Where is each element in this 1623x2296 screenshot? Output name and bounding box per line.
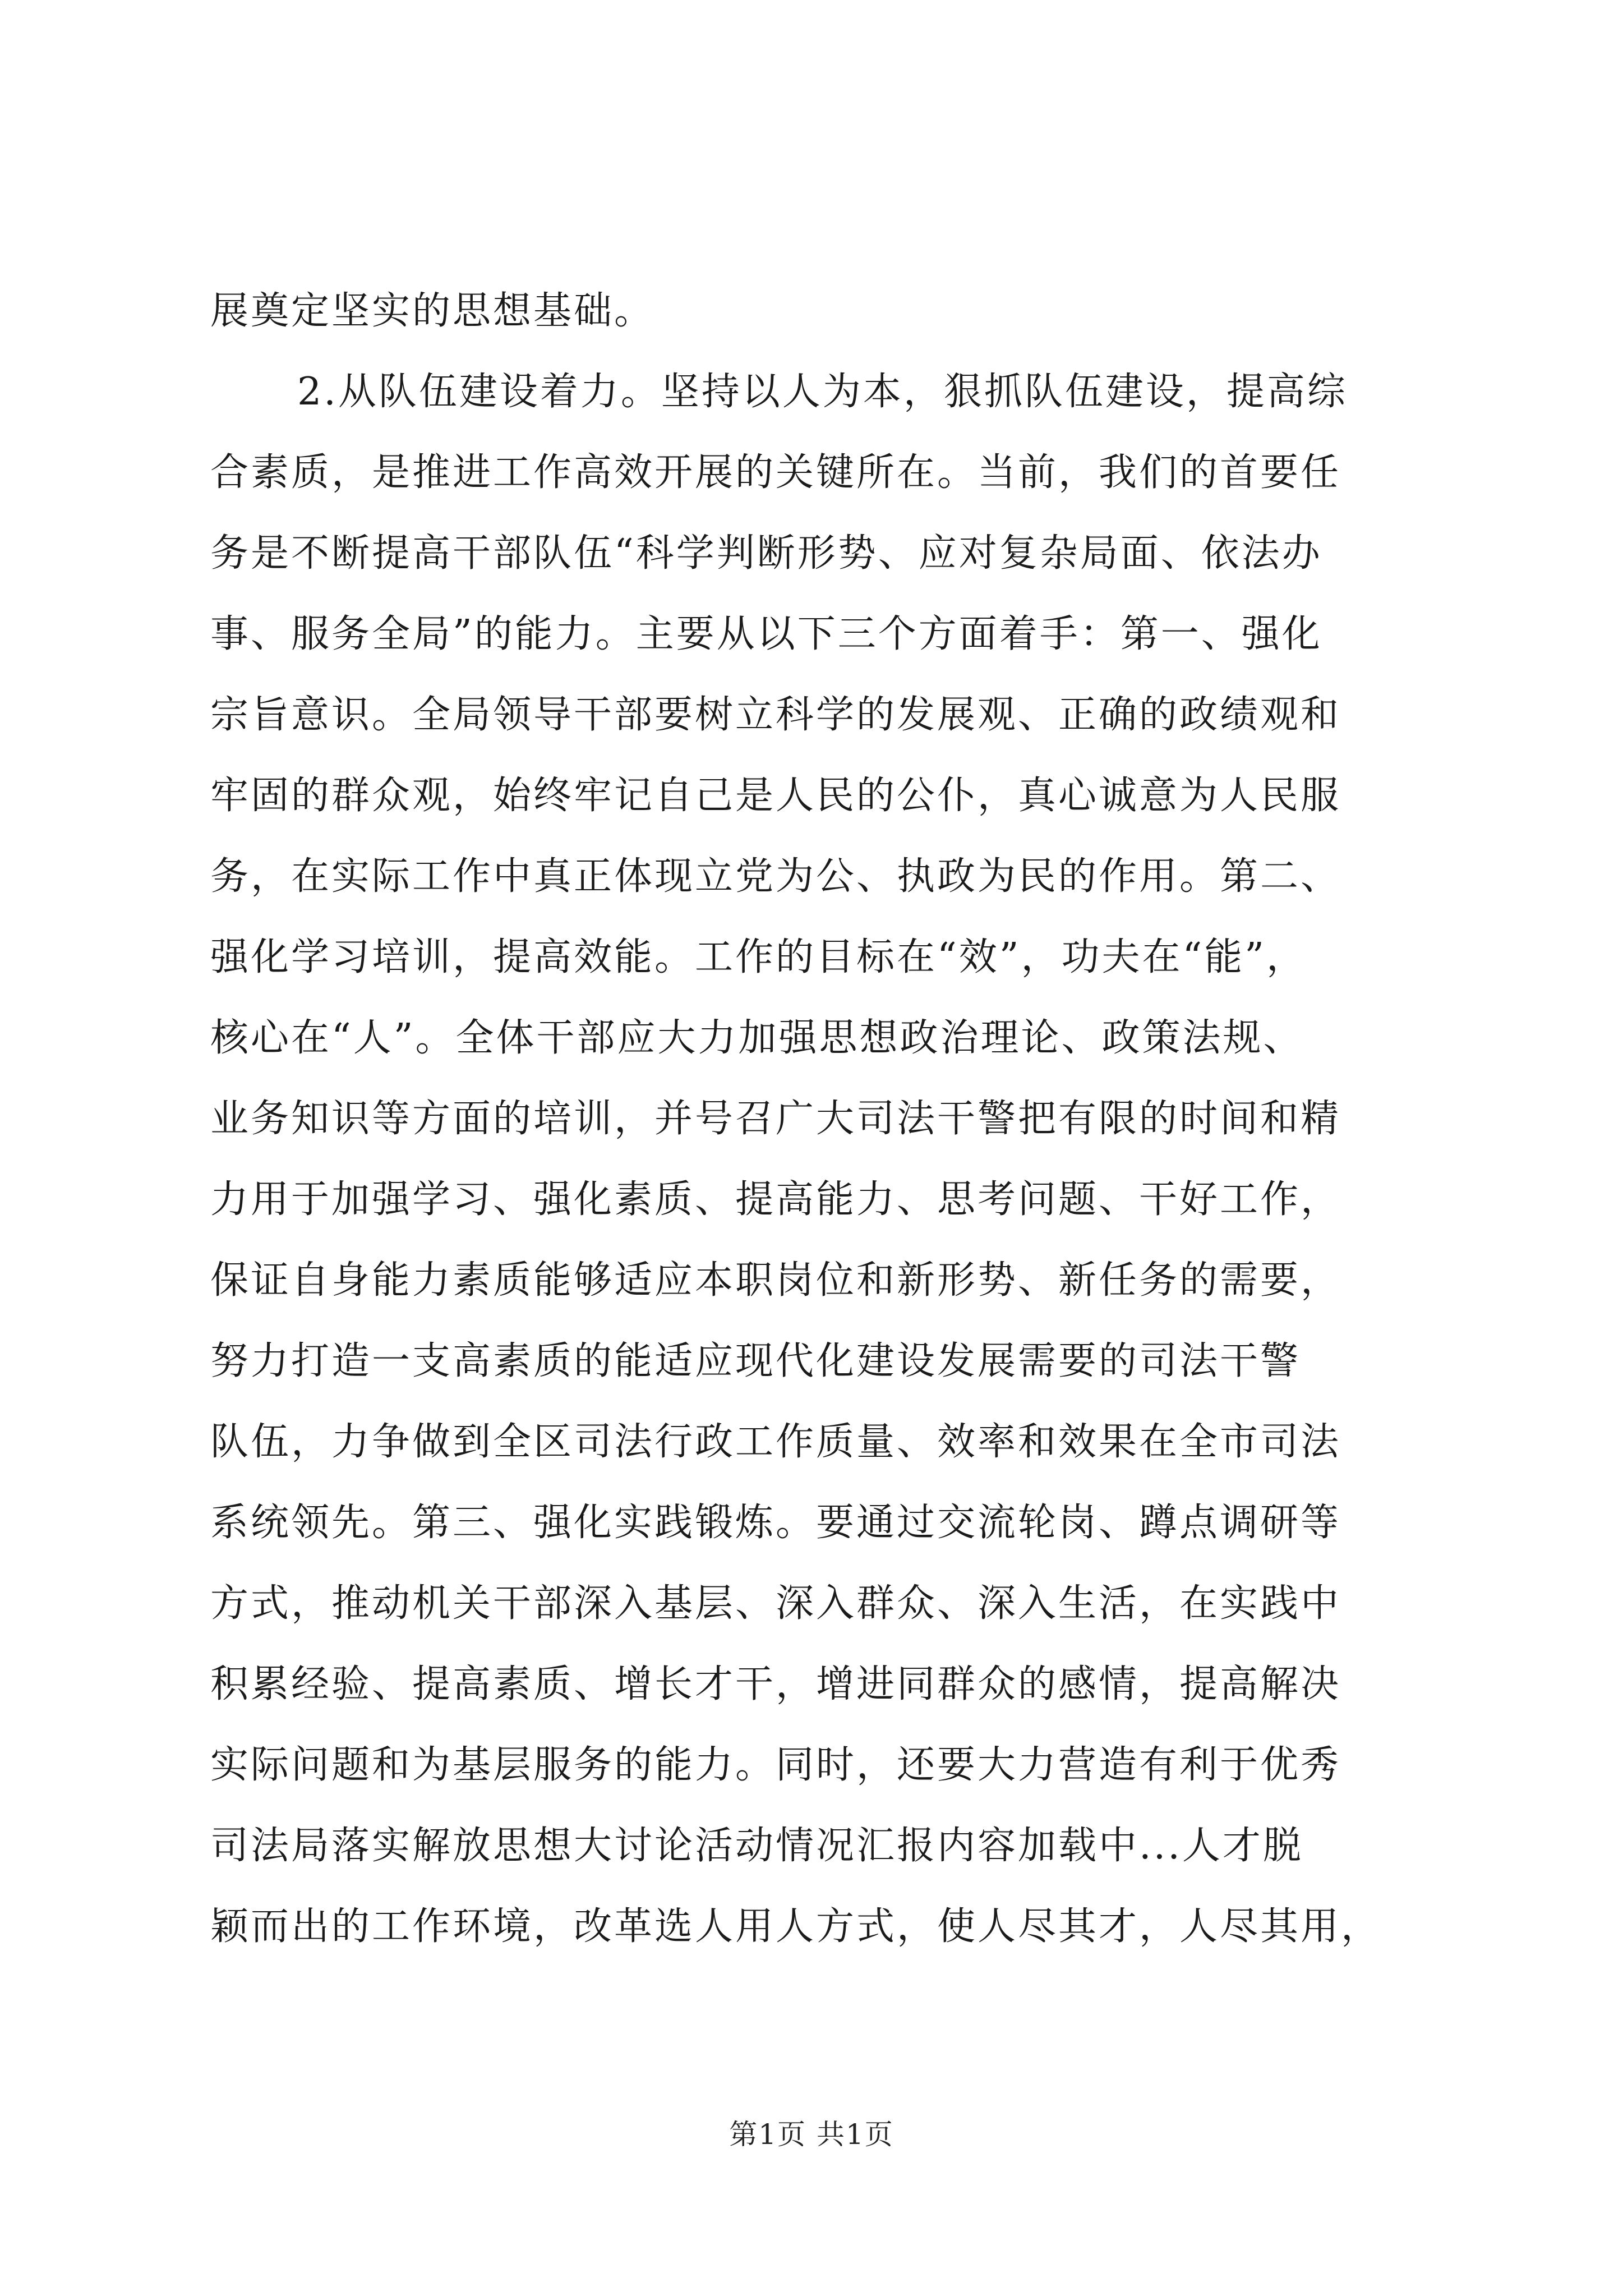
text-line: 核心在“人”。全体干部应大力加强思想政治理论、政策法规、: [210, 1016, 1304, 1060]
text-line: 牢固的群众观，始终牢记自己是人民的公仆，真心诚意为人民服: [210, 774, 1341, 818]
text-line: 方式，推动机关干部深入基层、深入群众、深入生活，在实践中: [210, 1581, 1341, 1626]
text-line: 司法局落实解放思想大讨论活动情况汇报内容加载中...人才脱: [210, 1824, 1303, 1868]
text-line: 实际问题和为基层服务的能力。同时，还要大力营造有利于优秀: [210, 1743, 1341, 1787]
text-line: 颖而出的工作环境，改革选人用人方式，使人尽其才，人尽其用，: [210, 1904, 1382, 1949]
text-line: 业务知识等方面的培训，并号召广大司法干警把有限的时间和精: [210, 1097, 1341, 1141]
text-line: 保证自身能力素质能够适应本职岗位和新形势、新任务的需要，: [210, 1258, 1341, 1303]
text-line: 力用于加强学习、强化素质、提高能力、思考问题、干好工作，: [210, 1177, 1341, 1222]
text-line: 努力打造一支高素质的能适应现代化建设发展需要的司法干警: [210, 1339, 1301, 1383]
text-line: 系统领先。第三、强化实践锻炼。要通过交流轮岗、蹲点调研等: [210, 1501, 1341, 1545]
text-line: 积累经验、提高素质、增长才干，增进同群众的感情，提高解决: [210, 1662, 1341, 1706]
text-line: 强化学习培训，提高效能。工作的目标在“效”，功夫在“能”，: [210, 935, 1307, 979]
text-line: 合素质，是推进工作高效开展的关键所在。当前，我们的首要任: [210, 450, 1341, 495]
text-line: 事、服务全局”的能力。主要从以下三个方面着手：第一、强化: [210, 612, 1322, 656]
text-line: 展奠定坚实的思想基础。: [210, 289, 655, 333]
text-line: 宗旨意识。全局领导干部要树立科学的发展观、正确的政绩观和: [210, 693, 1341, 737]
page-footer: 第1页 共1页: [729, 2118, 894, 2151]
text-line: 务是不断提高干部队伍“科学判断形势、应对复杂局面、依法办: [210, 531, 1322, 576]
text-line: 队伍，力争做到全区司法行政工作质量、效率和效果在全市司法: [210, 1420, 1341, 1464]
text-line: 2.从队伍建设着力。坚持以人为本，狠抓队伍建设，提高综: [297, 370, 1348, 414]
text-line: 务，在实际工作中真正体现立党为公、执政为民的作用。第二、: [210, 854, 1341, 899]
